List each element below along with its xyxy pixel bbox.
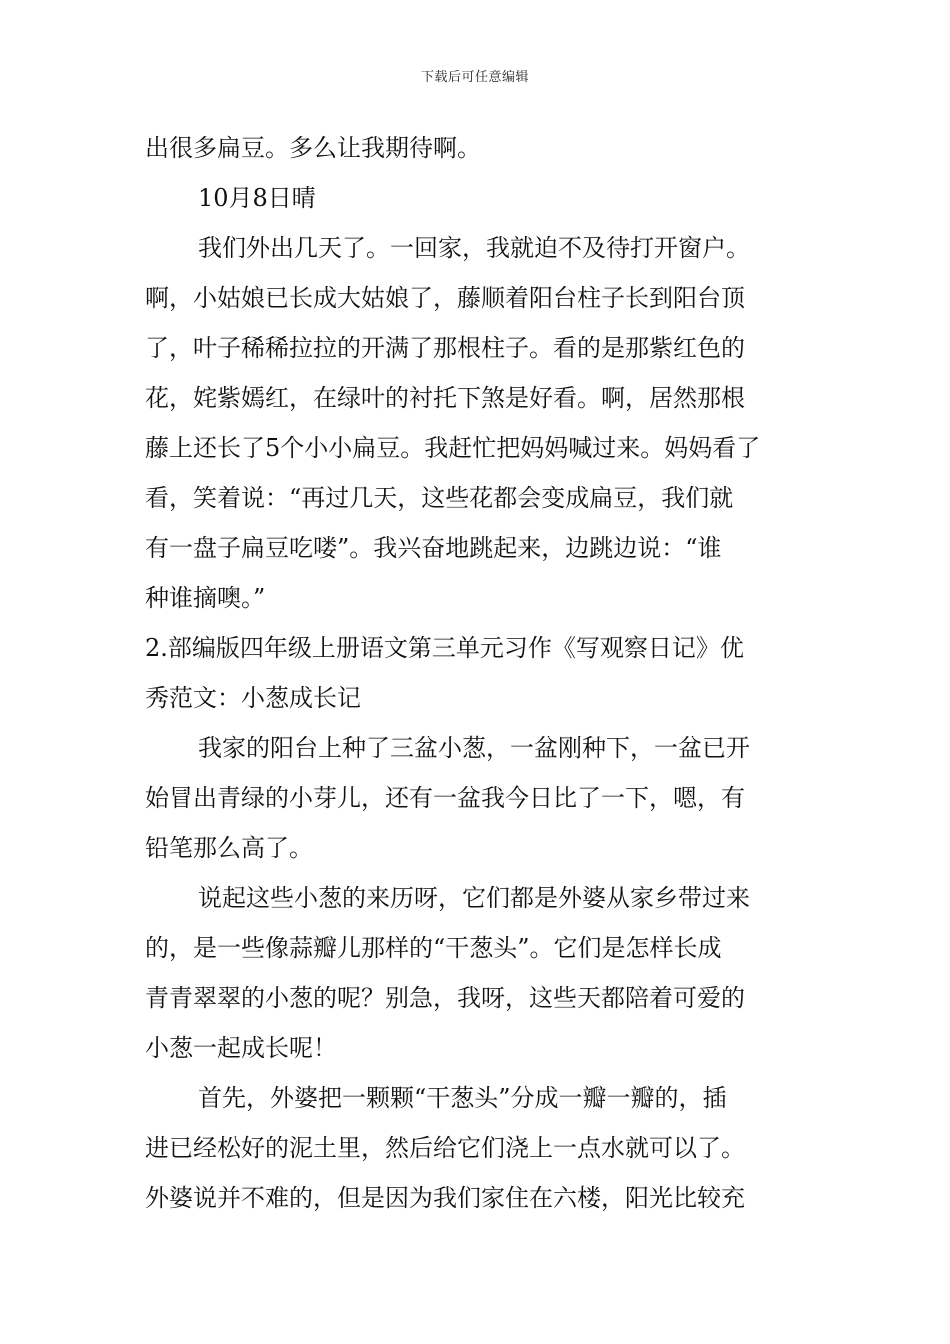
section-title: 秀范文：小葱成长记	[145, 684, 361, 712]
text-line: 藤上还长了5个小小扁豆。我赶忙把妈妈喊过来。妈妈看了	[145, 434, 761, 462]
page-header: 下载后可任意编辑	[420, 70, 529, 85]
text-line: 种谁摘噢。”	[145, 584, 266, 612]
text-line: 有一盘子扁豆吃喽”。我兴奋地跳起来，边跳边说：“谁	[145, 534, 722, 562]
text-line: 的，是一些像蒜瓣儿那样的“干葱头”。它们是怎样长成	[145, 934, 722, 962]
text-line: 铅笔那么高了。	[145, 834, 313, 862]
text-line: 始冒出青绿的小芽儿，还有一盆我今日比了一下，嗯，有	[145, 784, 745, 812]
text-line: 出很多扁豆。多么让我期待啊。	[145, 134, 481, 162]
paragraph-line: 我家的阳台上种了三盆小葱，一盆刚种下，一盆已开	[198, 734, 750, 762]
text-line: 啊，小姑娘已长成大姑娘了，藤顺着阳台柱子长到阳台顶	[145, 284, 745, 312]
section-title: 2.部编版四年级上册语文第三单元习作《写观察日记》优	[145, 634, 744, 662]
text-line: 了，叶子稀稀拉拉的开满了那根柱子。看的是那紫红色的	[145, 334, 745, 362]
diary-date: 10月8日晴	[198, 184, 316, 212]
text-line: 花，姹紫嫣红，在绿叶的衬托下煞是好看。啊，居然那根	[145, 384, 745, 412]
text-line: 青青翠翠的小葱的呢？别急，我呀，这些天都陪着可爱的	[145, 984, 745, 1012]
text-line: 外婆说并不难的，但是因为我们家住在六楼，阳光比较充	[145, 1184, 745, 1212]
text-line: 看，笑着说：“再过几天，这些花都会变成扁豆，我们就	[145, 484, 734, 512]
paragraph-line: 我们外出几天了。一回家，我就迫不及待打开窗户。	[198, 234, 750, 262]
text-line: 小葱一起成长呢！	[145, 1034, 337, 1062]
text-line: 进已经松好的泥土里，然后给它们浇上一点水就可以了。	[145, 1134, 745, 1162]
paragraph-line: 说起这些小葱的来历呀，它们都是外婆从家乡带过来	[198, 884, 750, 912]
paragraph-line: 首先，外婆把一颗颗“干葱头”分成一瓣一瓣的，插	[198, 1084, 727, 1112]
